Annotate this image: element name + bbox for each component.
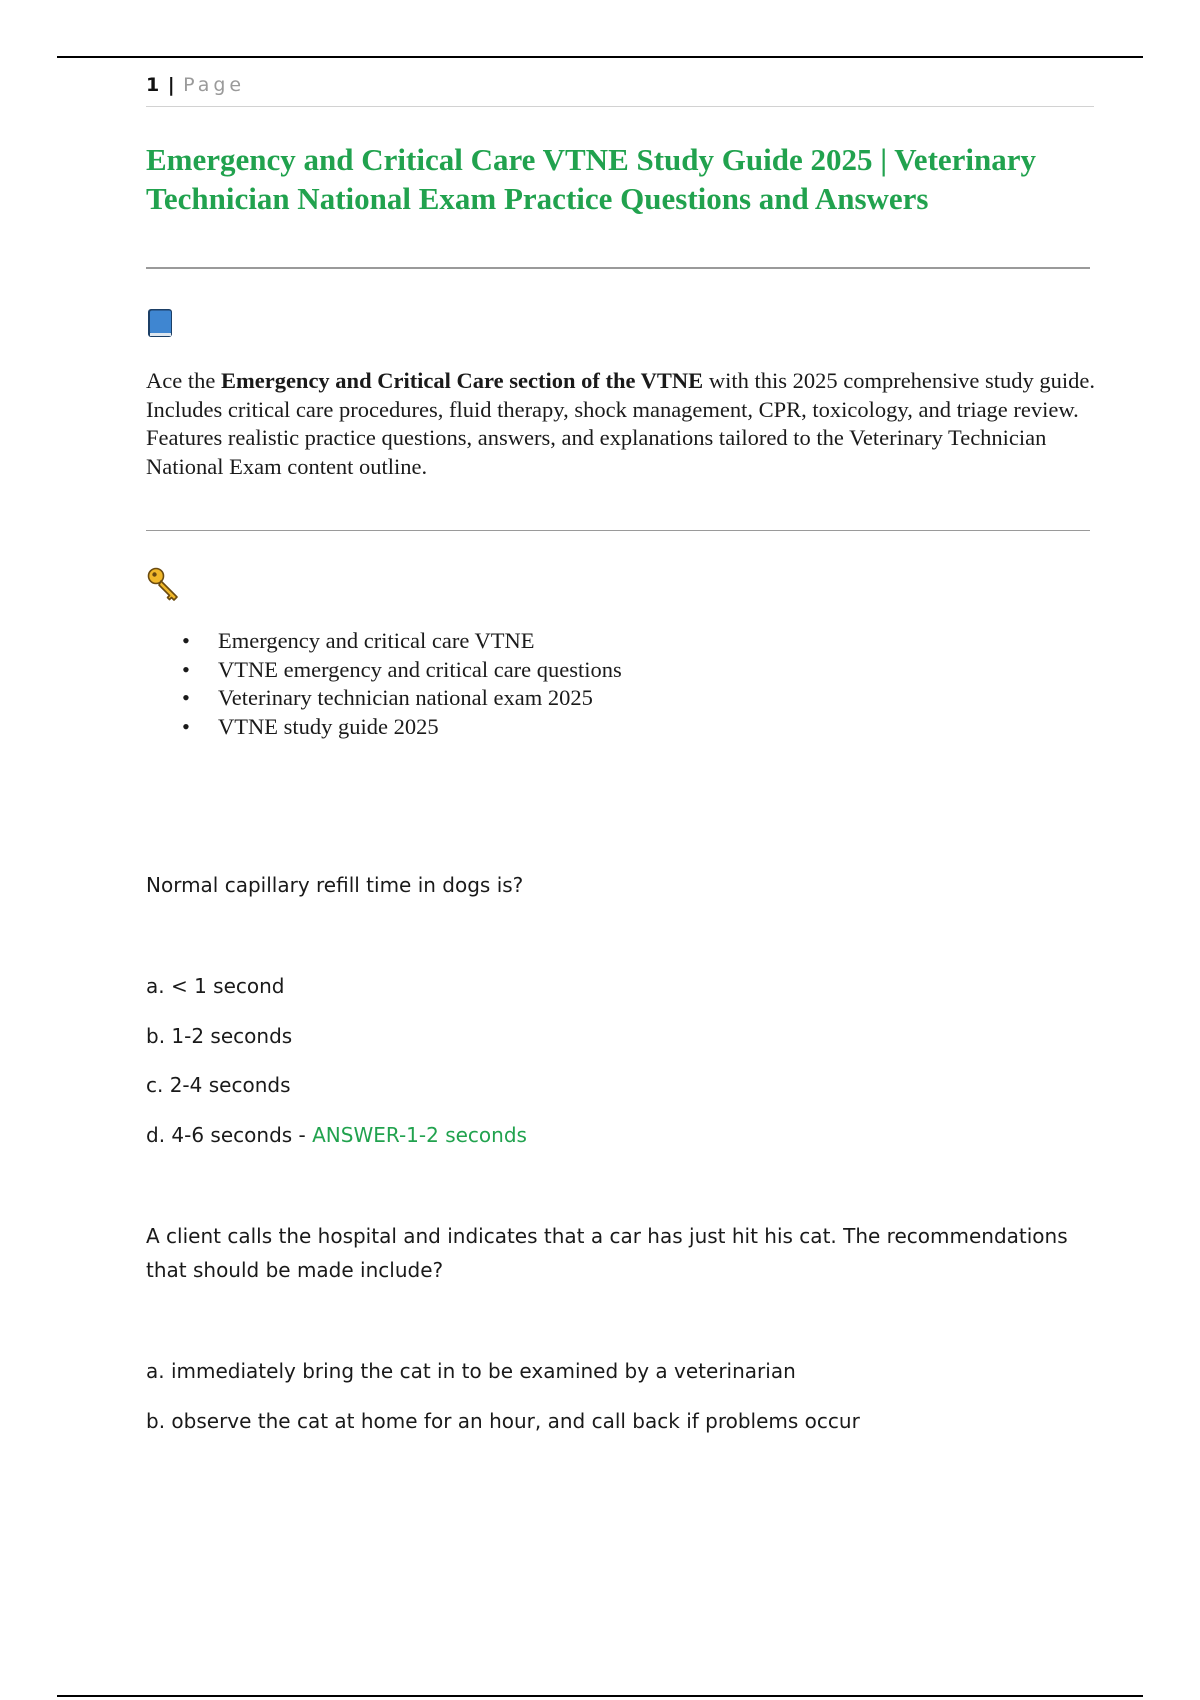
page-word: Page	[183, 74, 246, 96]
keyword-list	[146, 627, 622, 741]
question-1-answer: ANSWER-1-2 seconds	[312, 1123, 527, 1147]
keyword-item: • VTNE study guide 2025	[146, 713, 622, 742]
question-2-text: A client calls the hospital and indicates that a car has just hit his cat. The recommendations that should be made include?	[146, 1224, 1068, 1282]
keyword-item: • VTNE emergency and critical care questions	[146, 656, 622, 685]
keyword-item: • Veterinary technician national exam 2025	[146, 684, 622, 713]
page-number: 1	[146, 74, 160, 96]
question-1-option-d-text: d. 4-6 seconds -	[146, 1123, 313, 1147]
divider-top	[146, 267, 1090, 269]
page-header	[146, 74, 1094, 107]
summary-bold: Emergency and Critical Care section of the VTNE	[220, 368, 704, 393]
page-bottom-border	[57, 1695, 1143, 1697]
document-title: Emergency and Critical Care VTNE Study Guide 2025 | Veterinary Technician National Exam Practice Questions and Answers	[146, 142, 1037, 216]
question-1-option-a: a. < 1 second	[146, 974, 285, 998]
key-icon	[146, 566, 182, 602]
question-1-text: Normal capillary refill time in dogs is?	[146, 873, 524, 897]
page-separator: |	[167, 74, 175, 96]
divider-middle	[146, 530, 1090, 531]
question-1-option-d	[146, 1118, 527, 1152]
keyword-item: • Emergency and critical care VTNE	[146, 627, 622, 656]
summary-lead: Ace the	[146, 368, 221, 393]
question-2-option-a: a. immediately bring the cat in to be examined by a veterinarian	[146, 1359, 796, 1383]
summary-paragraph	[146, 367, 1096, 481]
question-2-option-b: b. observe the cat at home for an hour, and call back if problems occur	[146, 1409, 860, 1433]
question-1-option-b: b. 1-2 seconds	[146, 1024, 293, 1048]
page-top-border	[57, 56, 1143, 58]
blue-book-icon	[146, 307, 176, 339]
summary-rest: with this 2025 comprehensive study guide. Includes critical care procedures, fluid therapy, shock management, CPR, toxicology, and triage review. Features realistic practice questions, answers, and explanations tailored to the Veterinary Technician National Exam content outline.	[146, 368, 1096, 479]
question-1-option-c: c. 2-4 seconds	[146, 1073, 291, 1097]
